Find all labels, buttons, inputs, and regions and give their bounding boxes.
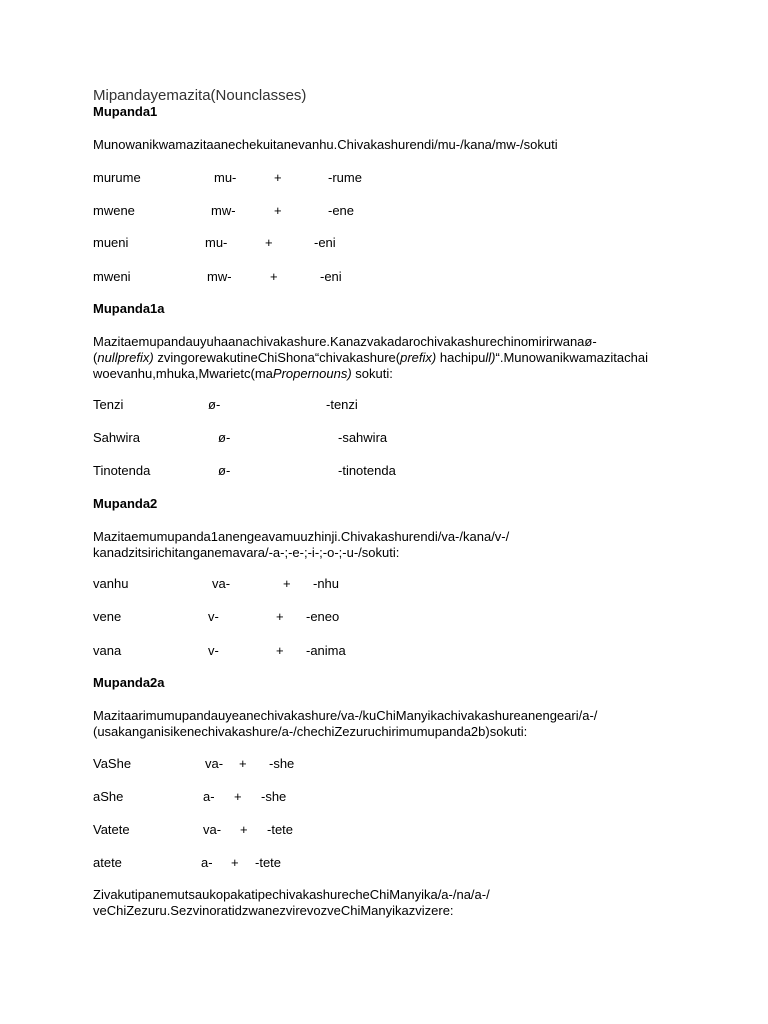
example-word: Tenzi [93, 397, 124, 412]
example-prefix: va- [212, 576, 231, 591]
plus-sign: + [239, 756, 247, 771]
intro-italic: ll) [485, 350, 496, 365]
section-heading-mupanda2: Mupanda2 [93, 496, 158, 511]
example-prefix: a- [201, 855, 213, 870]
plus-sign: + [283, 576, 291, 591]
example-prefix: va- [203, 822, 222, 837]
example-word: murume [93, 170, 141, 185]
example-word: Vatete [93, 822, 130, 837]
intro-italic: Propernouns) [272, 366, 352, 381]
intro-text: woevanhu,mhuka,Mwarietc(ma [93, 366, 273, 381]
example-stem: -ene [328, 203, 355, 218]
example-prefix: mw- [207, 269, 232, 284]
example-prefix: v- [208, 643, 219, 658]
plus-sign: + [274, 170, 282, 185]
plus-sign: + [270, 269, 278, 284]
section-intro: Munowanikwamazitaanechekuitanevanhu.Chivakashurendi/mu-/kana/mw-/sokuti [93, 137, 558, 152]
example-stem: -rume [328, 170, 362, 185]
example-prefix: mw- [211, 203, 236, 218]
section-heading-mupanda1a: Mupanda1a [93, 301, 165, 316]
plus-sign: + [274, 203, 282, 218]
intro-text: sokuti: [351, 366, 393, 381]
example-stem: -she [269, 756, 295, 771]
example-prefix: ø- [218, 463, 231, 478]
example-word: vanhu [93, 576, 129, 591]
example-stem: -tenzi [326, 397, 358, 412]
example-word: Tinotenda [93, 463, 151, 478]
section-heading-mupanda1: Mupanda1 [93, 104, 158, 119]
example-word: mweni [93, 269, 131, 284]
example-word: atete [93, 855, 122, 870]
intro-text: zvingorewakutineChiShona“chivakashure( [153, 350, 401, 365]
section-heading-mupanda2a: Mupanda2a [93, 675, 165, 690]
example-stem: -eneo [306, 609, 340, 624]
example-stem: -nhu [313, 576, 340, 591]
example-word: mueni [93, 235, 129, 250]
example-stem: -eni [314, 235, 336, 250]
example-prefix: mu- [214, 170, 237, 185]
example-stem: -tete [255, 855, 282, 870]
example-stem: -sahwira [338, 430, 388, 445]
section-intro-line: Mazitaarimumupandauyeanechivakashure/va-/kuChiManyikachivakashureanengeari/a-/ [93, 708, 598, 723]
section-intro-line [93, 366, 393, 382]
example-stem: -tete [267, 822, 294, 837]
plus-sign: + [276, 609, 284, 624]
example-word: vene [93, 609, 122, 624]
intro-text: hachipu [436, 350, 486, 365]
example-stem: -eni [320, 269, 342, 284]
plus-sign: + [240, 822, 248, 837]
example-prefix: v- [208, 609, 219, 624]
example-word: mwene [93, 203, 135, 218]
page-title: Mipandayemazita(Nounclasses) [93, 87, 307, 104]
example-stem: -she [261, 789, 287, 804]
intro-italic: prefix) [400, 350, 437, 365]
example-stem: -anima [306, 643, 346, 658]
section-intro-line: (usakanganisikenechivakashure/a-/chechiZezuruchirimumupanda2b)sokuti: [93, 724, 528, 739]
intro-text: “.Munowanikwamazitachai [495, 350, 648, 365]
intro-italic: nullprefix) [97, 350, 154, 365]
section-intro-line: Mazitaemumupanda1anengeavamuuzhinji.Chivakashurendi/va-/kana/v-/ [93, 529, 510, 544]
example-prefix: a- [203, 789, 215, 804]
example-word: VaShe [93, 756, 132, 771]
example-word: vana [93, 643, 122, 658]
example-prefix: ø- [208, 397, 221, 412]
plus-sign: + [234, 789, 242, 804]
section-intro-line [93, 350, 648, 366]
closing-line: ZivakutipanemutsaukopakatipechivakashurecheChiManyika/a-/na/a-/ [93, 887, 490, 902]
example-stem: -tinotenda [338, 463, 396, 478]
example-word: aShe [93, 789, 124, 804]
example-word: Sahwira [93, 430, 140, 445]
plus-sign: + [231, 855, 239, 870]
closing-line: veChiZezuru.SezvinoratidzwanezvirevozveChiManyikazvizere: [93, 903, 454, 918]
section-intro-line: Mazitaemupandauyuhaanachivakashure.Kanazvakadarochivakashurechinomirirwanaø- [93, 334, 597, 349]
plus-sign: + [276, 643, 284, 658]
intro-text: ( [93, 350, 98, 365]
example-prefix: mu- [205, 235, 228, 250]
example-prefix: va- [205, 756, 224, 771]
example-prefix: ø- [218, 430, 231, 445]
section-intro-line: kanadzitsirichitanganemavara/-a-;-e-;-i-;-o-;-u-/sokuti: [93, 545, 400, 560]
plus-sign: + [265, 235, 273, 250]
